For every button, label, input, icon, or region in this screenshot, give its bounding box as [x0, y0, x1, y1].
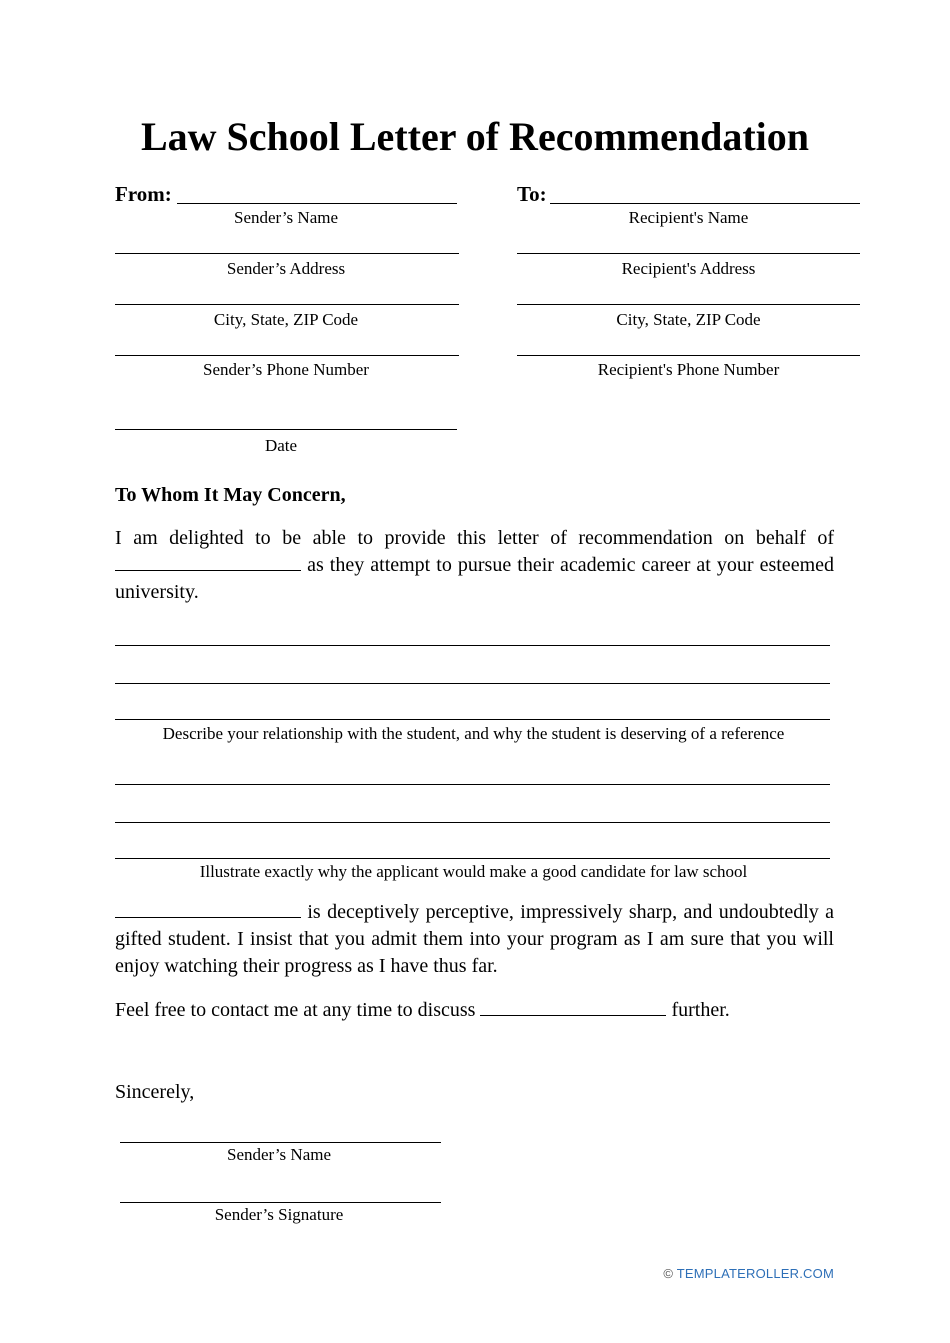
recipient-name-line[interactable]	[550, 203, 860, 204]
candidate-line-1[interactable]	[115, 784, 830, 785]
candidate-line-2[interactable]	[115, 822, 830, 823]
copyright-icon: ©	[663, 1266, 674, 1281]
relationship-line-3[interactable]	[115, 719, 830, 720]
recipient-phone-caption: Recipient's Phone Number	[597, 360, 780, 379]
praise-text: is deceptively perceptive, impressively sharp, and undoubtedly a gifted student. I insist that you admit them into your program as I am sure that you will enjoy watching their progress as I have thus far.	[115, 901, 835, 977]
date-line[interactable]	[115, 429, 457, 430]
footer-link[interactable]: TEMPLATEROLLER.COM	[676, 1266, 834, 1281]
footer-brand	[663, 1266, 834, 1281]
student-name-blank-3[interactable]	[480, 1014, 666, 1016]
contact-paragraph	[115, 997, 834, 1024]
relationship-line-2[interactable]	[115, 683, 830, 684]
intro-paragraph	[115, 525, 834, 606]
relationship-line-1[interactable]	[115, 645, 830, 646]
sender-address-caption: Sender’s Address	[226, 259, 346, 278]
recipient-address-line[interactable]	[517, 253, 860, 254]
signoff-name-caption: Sender’s Name	[226, 1145, 332, 1164]
recipient-phone-line[interactable]	[517, 355, 860, 356]
closing: Sincerely,	[115, 1081, 195, 1103]
sender-city-caption: City, State, ZIP Code	[213, 310, 359, 329]
to-label: To:	[517, 182, 547, 206]
intro-text-part2: as they attempt to pursue their academic career at your esteemed university.	[115, 554, 834, 603]
sender-phone-line[interactable]	[115, 355, 459, 356]
praise-paragraph	[115, 899, 834, 980]
recipient-city-line[interactable]	[517, 304, 860, 305]
sender-name-line[interactable]	[177, 203, 457, 204]
sender-city-line[interactable]	[115, 304, 459, 305]
date-caption: Date	[264, 436, 298, 455]
student-name-blank-2[interactable]	[115, 916, 301, 918]
contact-text-part1: Feel free to contact me at any time to discuss	[115, 999, 476, 1021]
sender-address-line[interactable]	[115, 253, 459, 254]
contact-text-part2: further.	[671, 999, 730, 1021]
sender-name-caption: Sender’s Name	[233, 208, 339, 227]
intro-text-part1: I am delighted to be able to provide this letter of recommendation on behalf of	[115, 527, 834, 549]
from-label: From:	[115, 182, 172, 206]
signoff-name-line[interactable]	[120, 1142, 441, 1143]
recipient-address-caption: Recipient's Address	[621, 259, 756, 278]
relationship-caption: Describe your relationship with the student, and why the student is deserving of a reference	[162, 724, 785, 743]
sender-phone-caption: Sender’s Phone Number	[203, 360, 369, 379]
recipient-name-caption: Recipient's Name	[628, 208, 749, 227]
recipient-city-caption: City, State, ZIP Code	[616, 310, 761, 329]
candidate-caption: Illustrate exactly why the applicant would make a good candidate for law school	[199, 862, 748, 881]
document-title: Law School Letter of Recommendation	[140, 114, 810, 159]
salutation: To Whom It May Concern,	[115, 484, 346, 506]
candidate-line-3[interactable]	[115, 858, 830, 859]
signature-line[interactable]	[120, 1202, 441, 1203]
signature-caption: Sender’s Signature	[214, 1205, 344, 1224]
student-name-blank[interactable]	[115, 569, 301, 571]
